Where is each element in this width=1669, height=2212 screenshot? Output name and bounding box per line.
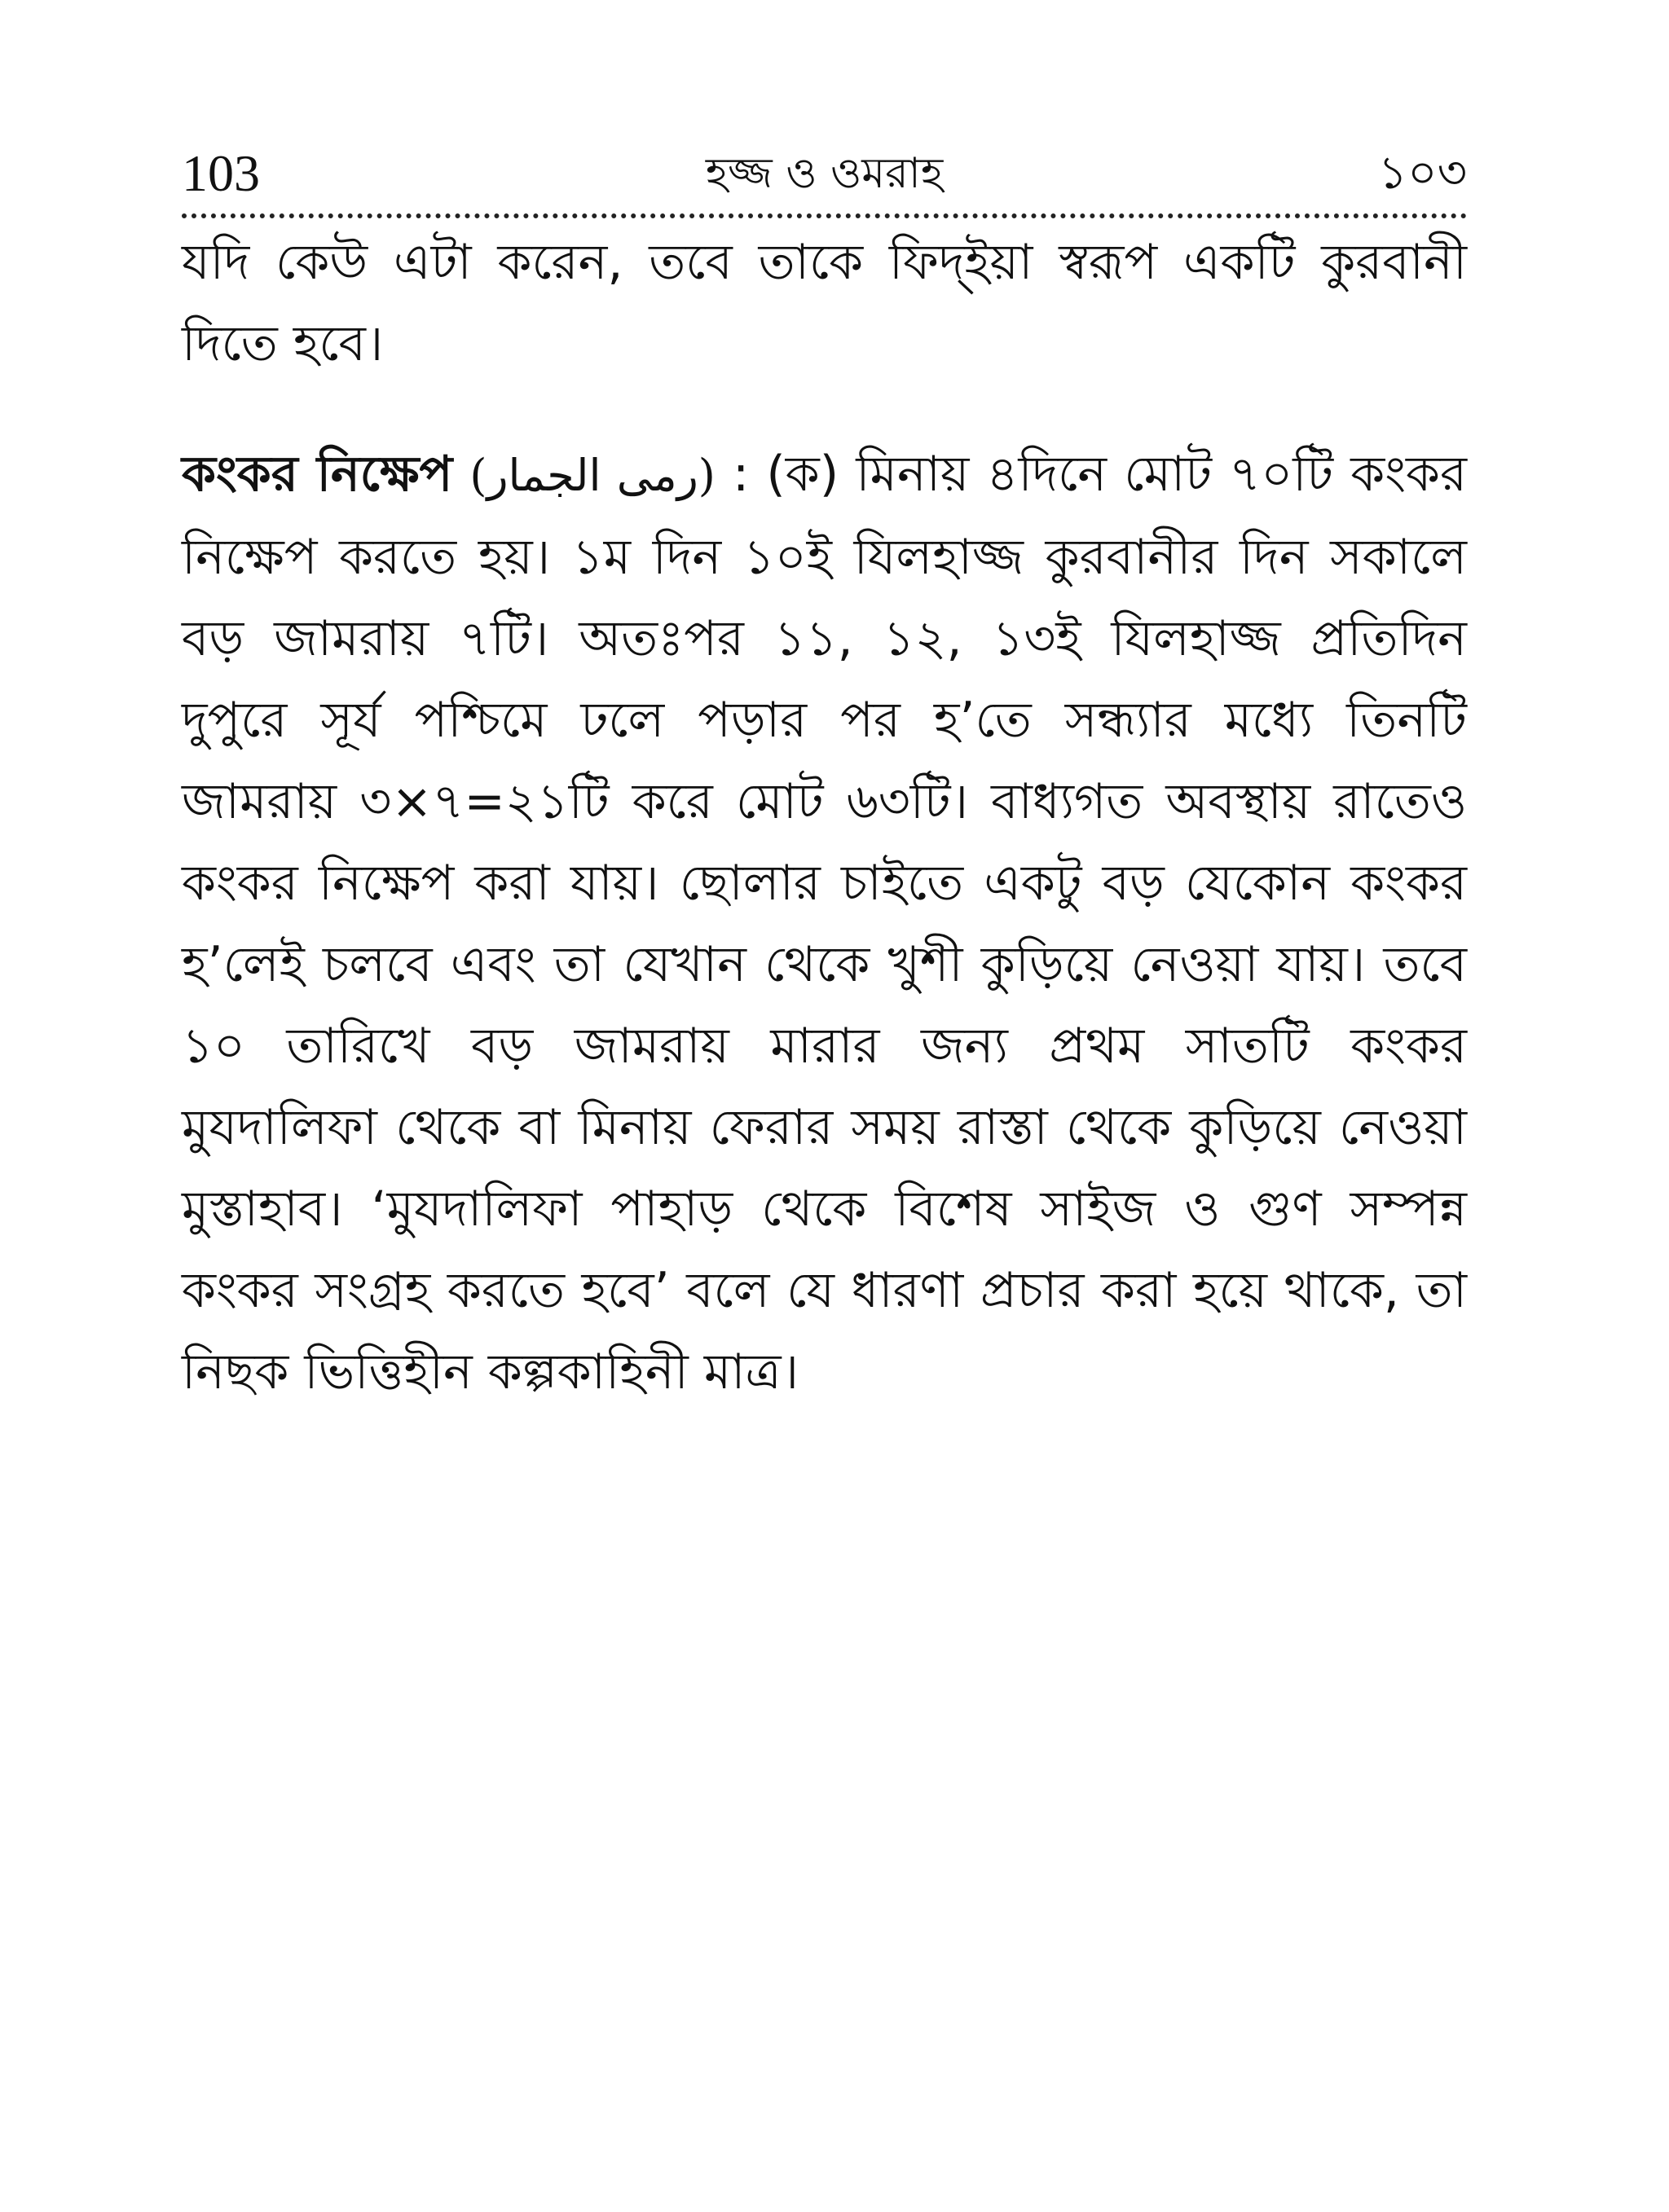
paragraph-text: : (ক) মিনায় ৪দিনে মোট ৭০টি কংকর নিক্ষেপ করতে হয়। ১ম দিন ১০ই যিলহাজ্জ কুরবানীর দিন সকালে বড় জামরায় ৭টি। অতঃপর ১১, ১২, ১৩ই যিলহাজ্জ প্রতিদিন দুপুরে সূর্য পশ্চিমে ঢলে পড়ার পর হ’তে সন্ধ্যার মধ্যে তিনটি জামরায় ৩×৭=২১টি করে মোট ৬৩টি। বাধ্যগত অবস্থায় রাতেও কংকর নিক্ষেপ করা যায়। ছোলার চাইতে একটু বড় যেকোন কংকর হ’লেই চলবে এবং তা যেখান থেকে খুশী কুড়িয়ে নেওয়া যায়। তবে ১০ তারিখে বড় জামরায় মারার জন্য প্রথম সাতটি কংকর মুযদালিফা থেকে বা মিনায় ফেরার সময় রাস্তা থেকে কুড়িয়ে নেওয়া মুস্তাহাব। ‘মুযদালিফা পাহাড় থেকে বিশেষ সাইজ ও গুণ সম্পন্ন কংকর সংগ্রহ করতে হবে’ বলে যে ধারণা প্রচার করা হয়ে থাকে, তা নিছক ভিত্তিহীন কল্পকাহিনী মাত্র। (182, 446, 1468, 1401)
running-head (182, 139, 1467, 209)
arabic-term: (رمى الجمار) (469, 450, 716, 501)
running-title: হজ্জ ও ওমরাহ (705, 149, 944, 198)
paragraph-stoning (182, 433, 1467, 1413)
section-term: কংকর নিক্ষেপ (182, 446, 453, 503)
book-page (182, 139, 1467, 2135)
page-number-latin: 103 (182, 144, 260, 202)
dotted-divider (182, 213, 1467, 218)
page-number-bengali: ১০৩ (1377, 147, 1467, 200)
paragraph-continuation: যদি কেউ এটা করেন, তবে তাকে ফিদ্ইয়া স্বরূপ একটি কুরবানী দিতে হবে। (182, 234, 1467, 372)
